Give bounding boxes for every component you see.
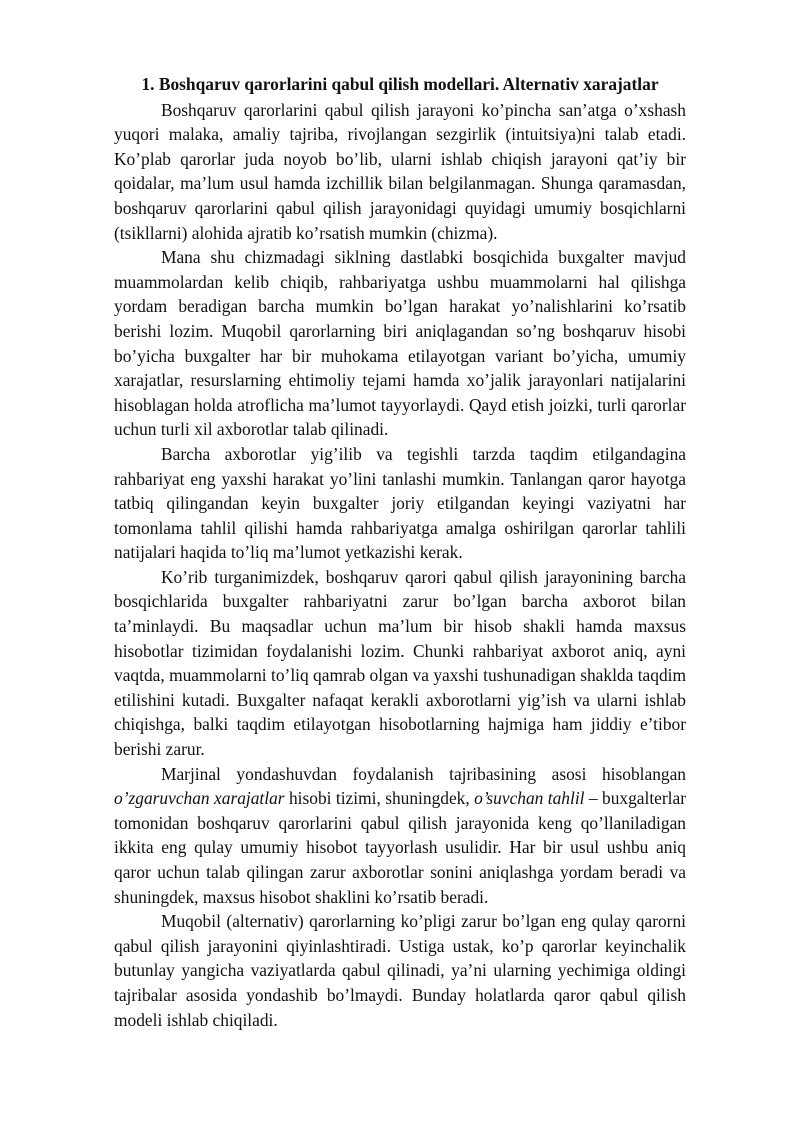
document-page	[114, 72, 686, 1032]
section-title: 1. Boshqaruv qarorlarini qabul qilish modellari. Alternativ xarajatlar	[141, 74, 659, 94]
paragraph-3: Barcha axborotlar yig’ilib va tegishli tarzda taqdim etilgandagina rahbariyat eng yaxshi harakat yo’lini tanlashi mumkin. Tanlangan qaror hayotga tatbiq qilingandan keyin buxgalter joriy etilgandan keyingi vaziyatni har tomonlama tahlil qilishi hamda rahbariyatga amalga oshirilgan qarorlar tahlili natijalari haqida to’liq ma’lumot yetkazishi kerak.	[114, 443, 686, 563]
paragraph-2: Mana shu chizmadagi siklning dastlabki bosqichida buxgalter mavjud muammolardan kelib chiqib, rahbariyatga ushbu muammolarni hal qilishga yordam beradigan barcha mumkin bo’lgan harakat yo’nalishlarini ko’rsatib berishi lozim. Muqobil qarorlarning biri aniqlagandan so’ng boshqaruv hisobi bo’yicha buxgalter har bir muhokama etilayotgan variant bo’yicha, umumiy xarajatlar, resurslarning ehtimoliy tejami hamda xo’jalik jarayonlari natijalarini hisoblagan holda atroflicha ma’lumot tayyorlaydi. Qayd etish joizki, turli qarorlar uchun turli xil axborotlar talab qilinadi.	[114, 247, 686, 440]
paragraph-4: Ko’rib turganimizdek, boshqaruv qarori qabul qilish jarayonining barcha bosqichlarida buxgalter rahbariyatni zarur bo’lgan barcha axborot bilan ta’minlaydi. Bu maqsadlar uchun ma’lum bir hisob shakli hamda maxsus hisobotlar tizimidan foydalanishi lozim. Chunki rahbariyat axborot aniq, ayni vaqtda, muammolarni to’liq qamrab olgan va yaxshi tushunadigan shaklda taqdim etilishini kutadi. Buxgalter nafaqat kerakli axborotlarni yig’ish va ularni ishlab chiqishga, balki taqdim etilayotgan hisobotlarning hajmiga ham jiddiy e’tibor berishi zarur.	[114, 566, 686, 760]
term-incremental-analysis: o’suvchan tahlil	[474, 788, 585, 809]
paragraph-5-text-a: Marjinal yondashuvdan foydalanish tajribasining asosi hisoblangan	[161, 763, 686, 784]
paragraph-5-text-b: hisobi tizimi, shuningdek,	[284, 788, 475, 809]
paragraph-1: Boshqaruv qarorlarini qabul qilish jarayoni ko’pincha san’atga o’xshash yuqori malaka, amaliy tajriba, rivojlangan sezgirlik (intuitsiya)ni talab etadi. Ko’plab qarorlar juda noyob bo’lib, ularni ishlab chiqish jarayoni qat’iy bir qoidalar, ma’lum usul hamda izchillik bilan belgilanmagan. Shunga qaramasdan, boshqaruv qarorlarini qabul qilish jarayonidagi quyidagi umumiy bosqichlarni (tsikllarni) alohida ajratib ko’rsatish mumkin (chizma).	[114, 99, 686, 243]
paragraph-5-text-c: – buxgalterlar tomonidan boshqaruv qarorlarini qabul qilish jarayonida keng qo’llaniladigan ikkita eng qulay umumiy hisobot tayyorlash usulidir. Har bir usul ushbu aniq qaror uchun talab qilingan zarur axborotlar sonini aniqlashga yordam beradi va shuningdek, maxsus hisobot shaklini ko’rsatib beradi.	[114, 788, 687, 907]
term-variable-costs: o’zgaruvchan xarajatlar	[114, 788, 285, 809]
paragraph-5	[114, 762, 686, 910]
paragraph-6: Muqobil (alternativ) qarorlarning ko’pligi zarur bo’lgan eng qulay qarorni qabul qilish jarayonini qiyinlashtiradi. Ustiga ustak, ko’p qarorlar keyinchalik butunlay yangicha vaziyatlarda qabul qilinadi, ya’ni ularning yechimiga oldingi tajribalar asosida yondashib bo’lmaydi. Bunday holatlarda qaror qabul qilish modeli ishlab chiqiladi.	[114, 911, 686, 1030]
